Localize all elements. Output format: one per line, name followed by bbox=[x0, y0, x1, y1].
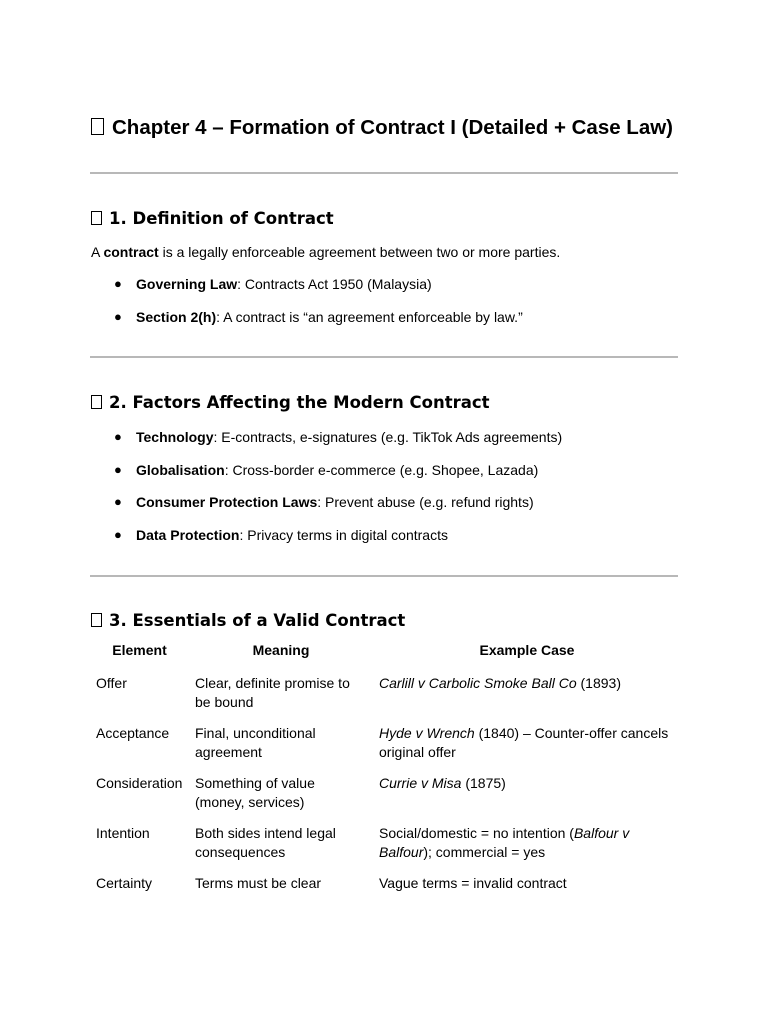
case-detail: ); commercial = yes bbox=[423, 844, 546, 860]
case-name: Balfour v Balfour bbox=[379, 825, 630, 860]
horizontal-rule bbox=[90, 575, 678, 577]
element-cell: Offer bbox=[96, 675, 127, 691]
table-row bbox=[90, 674, 681, 724]
bullet-text: : Cross-border e-commerce (e.g. Shopee, Lazada) bbox=[224, 462, 539, 478]
bullet-text: : Prevent abuse (e.g. refund rights) bbox=[317, 494, 534, 510]
section-heading-factors bbox=[91, 393, 490, 413]
meaning-cell: Final, unconditional agreement bbox=[195, 725, 316, 760]
bullet-icon: ● bbox=[114, 309, 122, 324]
paragraph-text: A bbox=[91, 244, 104, 260]
missing-glyph-icon bbox=[91, 211, 102, 225]
missing-glyph-icon bbox=[91, 395, 102, 409]
bullet-text: : Contracts Act 1950 (Malaysia) bbox=[237, 276, 432, 292]
example-case-cell bbox=[373, 724, 681, 774]
column-header-example-case: Example Case bbox=[479, 642, 575, 658]
bullet-bold-label: Technology bbox=[136, 429, 214, 445]
bullet-icon: ● bbox=[114, 429, 122, 444]
bullet-icon: ● bbox=[114, 494, 122, 509]
bullet-bold-label: Consumer Protection Laws bbox=[136, 494, 318, 510]
definition-paragraph bbox=[91, 243, 560, 261]
table-row bbox=[90, 774, 681, 824]
section-heading-essentials bbox=[91, 611, 405, 631]
element-cell: Certainty bbox=[96, 875, 153, 891]
meaning-cell: Something of value (money, services) bbox=[195, 775, 315, 810]
example-case-cell bbox=[373, 674, 681, 724]
case-detail: (1875) bbox=[461, 775, 506, 791]
section-heading-text: 2. Factors Affecting the Modern Contract bbox=[109, 393, 490, 412]
bullet-bold-label: Data Protection bbox=[136, 527, 240, 543]
case-detail: Social/domestic = no intention ( bbox=[379, 825, 574, 841]
chapter-title-text: Chapter 4 – Formation of Contract I (Detailed + Case Law) bbox=[112, 116, 674, 139]
element-cell: Acceptance bbox=[96, 725, 170, 741]
column-header-meaning: Meaning bbox=[252, 642, 310, 658]
example-case-cell bbox=[373, 824, 681, 874]
example-case-cell bbox=[373, 774, 681, 824]
example-case-cell: Vague terms = invalid contract bbox=[379, 875, 567, 891]
paragraph-bold-term: contract bbox=[103, 244, 159, 260]
bullet-text: : Privacy terms in digital contracts bbox=[239, 527, 448, 543]
section-heading-text: 3. Essentials of a Valid Contract bbox=[109, 611, 406, 630]
element-cell: Intention bbox=[96, 825, 150, 841]
essentials-table bbox=[90, 641, 681, 905]
case-name: Hyde v Wrench bbox=[379, 725, 475, 741]
section-heading-text: 1. Definition of Contract bbox=[109, 209, 334, 228]
bullet-text: : A contract is “an agreement enforceable by law.” bbox=[216, 309, 523, 325]
table-row bbox=[90, 874, 681, 905]
bullet-bold-label: Globalisation bbox=[136, 462, 225, 478]
horizontal-rule bbox=[90, 356, 678, 358]
table-row bbox=[90, 724, 681, 774]
table-row bbox=[90, 824, 681, 874]
case-detail: (1840) – Counter-offer cancels original offer bbox=[379, 725, 669, 760]
bullet-bold-label: Governing Law bbox=[136, 276, 238, 292]
bullet-text: : E-contracts, e-signatures (e.g. TikTok Ads agreements) bbox=[213, 429, 563, 445]
element-cell: Consideration bbox=[96, 775, 183, 791]
section-heading-definition bbox=[91, 209, 334, 229]
chapter-title bbox=[91, 115, 681, 140]
meaning-cell: Both sides intend legal consequences bbox=[195, 825, 336, 860]
meaning-cell: Clear, definite promise to be bound bbox=[195, 675, 350, 710]
horizontal-rule bbox=[90, 172, 678, 174]
case-name: Currie v Misa bbox=[379, 775, 462, 791]
table-header-row bbox=[90, 641, 681, 674]
paragraph-text: is a legally enforceable agreement between two or more parties. bbox=[158, 244, 561, 260]
missing-glyph-icon bbox=[91, 613, 102, 627]
case-detail: (1893) bbox=[576, 675, 621, 691]
bullet-icon: ● bbox=[114, 527, 122, 542]
column-header-element: Element bbox=[112, 642, 167, 658]
meaning-cell: Terms must be clear bbox=[195, 875, 322, 891]
bullet-bold-label: Section 2(h) bbox=[136, 309, 217, 325]
bullet-icon: ● bbox=[114, 462, 122, 477]
missing-glyph-icon bbox=[91, 118, 104, 135]
bullet-icon: ● bbox=[114, 276, 122, 291]
case-name: Carlill v Carbolic Smoke Ball Co bbox=[379, 675, 577, 691]
